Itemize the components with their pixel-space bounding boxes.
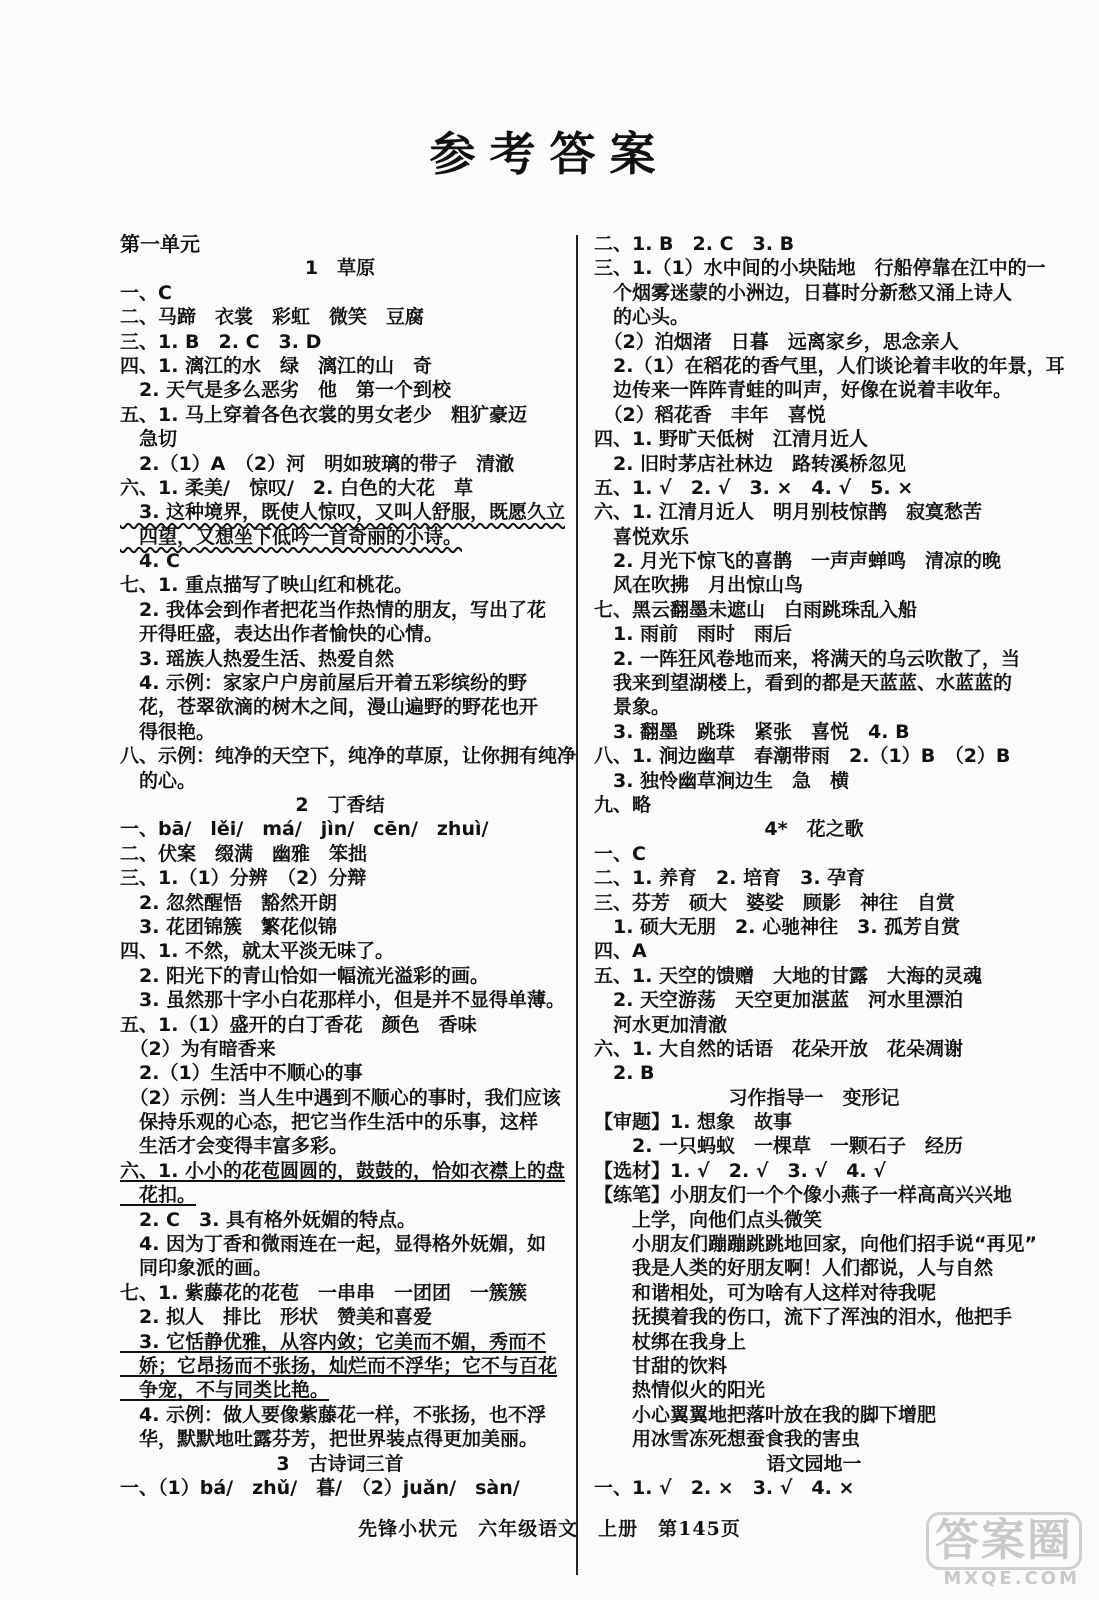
answer-line: 4. 示例：家家户户房前屋后开着五彩缤纷的野 xyxy=(120,672,528,695)
answer-line: 4. C xyxy=(120,550,180,573)
answer-line: 3. 翻墨 跳珠 紧张 喜悦 4. B xyxy=(594,720,910,743)
section-heading: 语文园地一 xyxy=(766,1452,862,1475)
answer-line: 同印象派的画。 xyxy=(120,1257,273,1280)
answer-line: 上学，向他们点头微笑 xyxy=(594,1208,823,1231)
answer-line: 七、黑云翻墨未遮山 白雨跳珠乱入船 xyxy=(594,598,918,621)
answer-line: 和谐相处，可为啥有人这样对待我呢 xyxy=(594,1281,937,1304)
answer-line: 4. 示例：做人要像紫藤花一样，不张扬，也不浮 xyxy=(120,1403,547,1426)
answer-line: 急切 xyxy=(120,428,178,451)
answer-line: 三、1.（1）分辨 （2）分辩 xyxy=(120,867,367,890)
answer-line: 【审题】1. 想象 故事 xyxy=(594,1111,793,1134)
answer-line: 一、1. √ 2. × 3. √ 4. × xyxy=(594,1476,855,1499)
answer-line: 2. 月光下惊飞的喜鹊 一声声蝉鸣 清凉的晚 xyxy=(594,550,1002,573)
answer-line: 六、1. 大自然的话语 花朵开放 花朵凋谢 xyxy=(594,1037,964,1060)
answer-line: 花，苍翠欲滴的树木之间，漫山遍野的野花也开 xyxy=(120,696,539,719)
answer-line: 娇；它昂扬而不张扬，灿烂而不浮华；它不与百花 xyxy=(120,1354,558,1377)
answer-line: 风在吹拂 月出惊山鸟 xyxy=(594,574,804,597)
answer-line: 3. 瑶族人热爱生活、热爱自然 xyxy=(120,647,395,670)
answer-line: 三、1. B 2. C 3. D xyxy=(120,330,322,353)
answer-line: 2. 旧时茅店社林边 路转溪桥忽见 xyxy=(594,452,907,475)
watermark-logo xyxy=(890,1510,1090,1590)
answer-line: 四、1. 漓江的水 绿 漓江的山 奇 xyxy=(120,354,433,377)
answer-line: 一、bā/ lěi/ má/ jìn/ cēn/ zhuì/ xyxy=(120,818,489,841)
section-heading: 1 草原 xyxy=(304,257,376,280)
answer-line: 【选材】1. √ 2. √ 3. √ 4. √ xyxy=(594,1159,886,1182)
watermark-text: 答案圈 xyxy=(926,1512,1082,1570)
answer-line: 的心头。 xyxy=(594,306,690,329)
answer-line: 四、1. 野旷天低树 江清月近人 xyxy=(594,428,869,451)
answer-line: 河水更加清澈 xyxy=(594,1013,728,1036)
watermark-url: MXQE.COM xyxy=(943,1568,1080,1589)
answer-line: 3. 花团锦簇 繁花似锦 xyxy=(120,915,338,938)
answer-line: （2）为有暗香来 xyxy=(120,1037,276,1060)
unit-heading: 第一单元 xyxy=(120,232,200,256)
answer-line: 我来到望湖楼上，看到的都是天蓝蓝、水蓝蓝的 xyxy=(594,672,1013,695)
answer-line: 【练笔】小朋友们一个个像小燕子一样高高兴兴地 xyxy=(594,1184,1013,1207)
answer-line: 抚摸着我的伤口，流下了浑浊的泪水，他把手 xyxy=(594,1306,1013,1329)
answer-line: 1. 雨前 雨时 雨后 xyxy=(594,623,793,646)
answer-line: 2. 忽然醒悟 豁然开朗 xyxy=(120,891,338,914)
answer-line: （2）泊烟渚 日暮 远离家乡，思念亲人 xyxy=(594,330,959,353)
column-divider xyxy=(576,235,578,1575)
answer-line: 五、1. 天空的馈赠 大地的甘露 大海的灵魂 xyxy=(594,964,983,987)
answer-line: 四、1. 不然，就太平淡无味了。 xyxy=(120,940,395,963)
answer-line: 2. 一阵狂风卷地而来，将满天的乌云吹散了，当 xyxy=(594,647,1021,670)
answer-line: 争宠，不与同类比艳。 xyxy=(120,1379,330,1402)
answer-line: 4. 因为丁香和微雨连在一起，显得格外妩媚，如 xyxy=(120,1233,547,1256)
answer-line: 景象。 xyxy=(594,696,671,719)
answer-line: 一、（1）bá/ zhǔ/ 暮/ （2）juǎn/ sàn/ xyxy=(120,1476,520,1499)
answer-line: 我是人类的好朋友啊！人们都说，人与自然 xyxy=(594,1257,994,1280)
answer-line: 生活才会变得丰富多彩。 xyxy=(120,1135,349,1158)
answer-line: 七、1. 紫藤花的花苞 一串串 一团团 一簇簇 xyxy=(120,1281,528,1304)
answer-line: 喜悦欢乐 xyxy=(594,525,690,548)
answer-line: 2. 一只蚂蚁 一棵草 一颗石子 经历 xyxy=(594,1135,964,1158)
answer-line: 一、C xyxy=(594,842,646,865)
answer-line: 的心。 xyxy=(120,769,197,792)
answer-line: 一、C xyxy=(120,281,172,304)
answer-line: 2.（1）在稻花的香气里，人们谈论着丰收的年景，耳 xyxy=(594,354,1065,377)
section-heading: 4* 花之歌 xyxy=(764,818,864,841)
answer-line: 2.（1）生活中不顺心的事 xyxy=(120,1062,363,1085)
section-heading: 2 丁香结 xyxy=(295,793,385,816)
answer-line: 2.（1）A （2）河 明如玻璃的带子 清澈 xyxy=(120,452,515,475)
answer-line: 3. 它恬静优雅，从容内敛；它美而不媚，秀而不 xyxy=(120,1330,547,1353)
answer-line: 五、1. √ 2. √ 3. × 4. √ 5. × xyxy=(594,476,914,499)
answer-line: 3. 虽然那十字小白花那样小，但是并不显得单薄。 xyxy=(120,989,566,1012)
answer-line: 2. C 3. 具有格外妩媚的特点。 xyxy=(120,1208,417,1231)
answer-line: 五、1.（1）盛开的白丁香花 颜色 香味 xyxy=(120,1013,477,1036)
answer-line: 九、略 xyxy=(594,793,652,816)
answer-line: 六、1. 江清月近人 明月别枝惊鹊 寂寞愁苦 xyxy=(594,501,983,524)
answer-line: 2. 天气是多么恶劣 他 第一个到校 xyxy=(120,379,452,402)
answer-line: 1. 硕大无朋 2. 心驰神往 3. 孤芳自赏 xyxy=(594,915,961,938)
section-heading: 3 古诗词三首 xyxy=(276,1452,404,1475)
answer-line: 用冰雪冻死想蚕食我的害虫 xyxy=(594,1428,861,1451)
answer-line: 小朋友们蹦蹦跳跳地回家，向他们招手说“再见” xyxy=(594,1233,1037,1256)
answer-line: （2）示例：当人生中遇到不顺心的事时，我们应该 xyxy=(120,1086,561,1109)
answer-line: 杖绑在我身上 xyxy=(594,1330,747,1353)
page-footer: 先锋小状元 六年级语文 上册 第145页 xyxy=(358,1518,741,1540)
answer-line: 边传来一阵阵青蛙的叫声，好像在说着丰收年。 xyxy=(594,379,1013,402)
answer-column-right xyxy=(594,232,1065,1500)
answer-line: 二、1. B 2. C 3. B xyxy=(594,233,795,255)
answer-line: 开得旺盛，表达出作者愉快的心情。 xyxy=(120,623,444,646)
answer-line: 3. 独怜幽草涧边生 急 横 xyxy=(594,769,850,792)
answer-line: 三、1.（1）水中间的小块陆地 行船停靠在江中的一 xyxy=(594,257,1046,280)
page-title: 参考答案 xyxy=(429,127,670,181)
answer-line: （2）稻花香 丰年 喜悦 xyxy=(594,403,826,426)
answer-line: 四望，又想坐下低吟一首奇丽的小诗。 xyxy=(120,525,463,548)
answer-line: 华，默默地吐露芬芳，把世界装点得更加美丽。 xyxy=(120,1428,539,1451)
answer-line: 2. 阳光下的青山恰如一幅流光溢彩的画。 xyxy=(120,964,490,987)
answer-line: 保持乐观的心态，把它当作生活中的乐事，这样 xyxy=(120,1111,539,1134)
answer-line: 2. 我体会到作者把花当作热情的朋友，写出了花 xyxy=(120,598,547,621)
answer-line: 八、示例：纯净的天空下，纯净的草原，让你拥有纯净 xyxy=(120,745,577,768)
answer-line: 八、1. 涧边幽草 春潮带雨 2.（1）B （2）B xyxy=(594,745,1011,768)
answer-line: 个烟雾迷蒙的小洲边，日暮时分新愁又涌上诗人 xyxy=(594,281,1013,304)
answer-line: 七、1. 重点描写了映山红和桃花。 xyxy=(120,574,414,597)
answer-line: 三、芬芳 硕大 婆娑 顾影 神往 自赏 xyxy=(594,891,956,914)
answer-line: 四、A xyxy=(594,940,647,963)
answer-line: 二、伏案 缀满 幽雅 笨拙 xyxy=(120,842,368,865)
section-heading: 习作指导一 变形记 xyxy=(728,1086,900,1109)
answer-line: 六、1. 柔美/ 惊叹/ 2. 白色的大花 草 xyxy=(120,476,473,499)
answer-line: 五、1. 马上穿着各色衣裳的男女老少 粗犷豪迈 xyxy=(120,403,528,426)
answer-line: 得很艳。 xyxy=(120,720,216,743)
answer-column-left xyxy=(120,232,577,1500)
answer-line: 2. 天空游荡 天空更加湛蓝 河水里漂泊 xyxy=(594,989,964,1012)
answer-line: 二、马蹄 衣裳 彩虹 微笑 豆腐 xyxy=(120,306,425,329)
answer-line: 二、1. 养育 2. 培育 3. 孕育 xyxy=(594,867,866,890)
answer-line: 2. 拟人 排比 形状 赞美和喜爱 xyxy=(120,1306,433,1329)
answer-line: 花扣。 xyxy=(120,1184,197,1207)
answer-line: 2. B xyxy=(594,1062,655,1085)
answer-line: 热情似火的阳光 xyxy=(594,1379,766,1402)
answer-line: 甘甜的饮料 xyxy=(594,1354,728,1377)
answer-line: 小心翼翼地把落叶放在我的脚下增肥 xyxy=(594,1403,937,1426)
answer-line: 3. 这种境界，既使人惊叹，又叫人舒服，既愿久立 xyxy=(120,501,566,524)
answer-line: 六、1. 小小的花苞圆圆的，鼓鼓的，恰如衣襟上的盘 xyxy=(120,1159,566,1182)
